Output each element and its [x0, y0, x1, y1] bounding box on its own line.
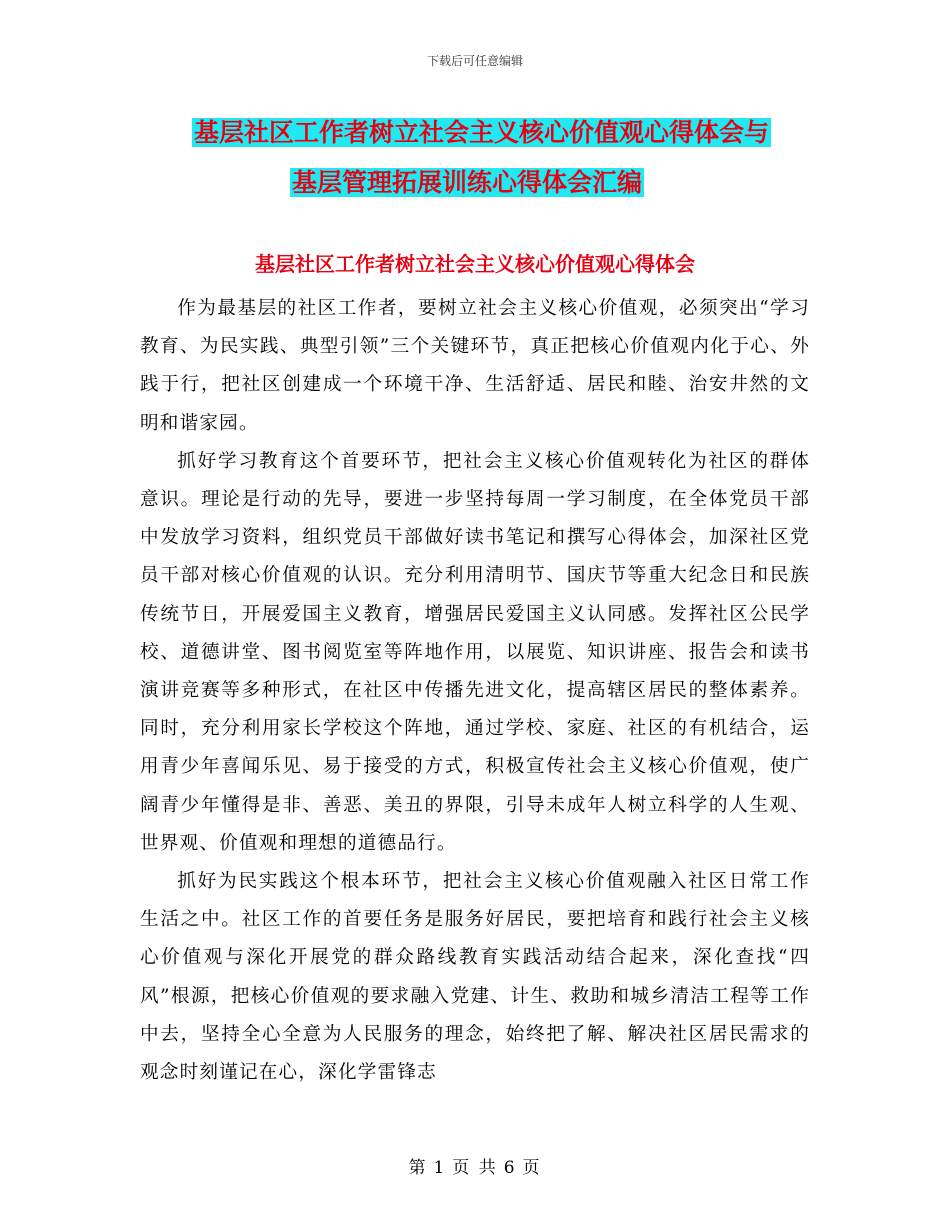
title-line-2	[140, 158, 810, 208]
page-footer	[0, 1153, 950, 1178]
paragraph-1: 作为最基层的社区工作者，要树立社会主义核心价值观，必须突出“学习教育、为民实践、典型引领”三个关键环节，真正把核心价值观内化于心、外践于行，把社区创建成一个环境干净、生活舒适、居民和睦、治安井然的文明和谐家园。	[140, 298, 810, 434]
title-line-2-text: 基层管理拓展训练心得体会汇编	[292, 168, 643, 197]
title-line-1	[140, 108, 810, 158]
page-header-note: 下载后可任意编辑	[426, 54, 523, 68]
paragraph-2: 抓好学习教育这个首要环节，把社会主义核心价值观转化为社区的群体意识。理论是行动的先导，要进一步坚持每周一学习制度，在全体党员干部中发放学习资料，组织党员干部做好读书笔记和撰写心得体会，加深社区党员干部对核心价值观的认识。充分利用清明节、国庆节等重大纪念日和民族传统节日，开展爱国主义教育，增强居民爱国主义认同感。发挥社区公民学校、道德讲堂、图书阅览室等阵地作用，以展览、知识讲座、报告会和读书演讲竞赛等多种形式，在社区中传播先进文化，提高辖区居民的整体素养。同时，充分利用家长学校这个阵地，通过学校、家庭、社区的有机结合，运用青少年喜闻乐见、易于接受的方式，积极宣传社会主义核心价值观，使广阔青少年懂得是非、善恶、美丑的界限，引导未成年人树立科学的人生观、世界观、价值观和理想的道德品行。	[140, 450, 810, 854]
footer-page-number: 1	[433, 1158, 447, 1178]
title-line-1-text: 基层社区工作者树立社会主义核心价值观心得体会与	[194, 118, 770, 147]
footer-total-pages: 6	[503, 1158, 517, 1178]
footer-prefix: 第	[408, 1158, 428, 1178]
footer-middle: 页 共	[452, 1158, 498, 1178]
footer-suffix: 页	[522, 1158, 542, 1178]
document-title	[140, 108, 810, 208]
document-body	[140, 290, 810, 1092]
section-title: 基层社区工作者树立社会主义核心价值观心得体会	[255, 252, 695, 276]
paragraph-3: 抓好为民实践这个根本环节，把社会主义核心价值观融入社区日常工作生活之中。社区工作的首要任务是服务好居民，要把培育和践行社会主义核心价值观与深化开展党的群众路线教育实践活动结合起来，深化查找“四风”根源，把核心价值观的要求融入党建、计生、救助和城乡清洁工程等工作中去，坚持全心全意为人民服务的理念，始终把了解、解决社区居民需求的观念时刻谨记在心，深化学雷锋志	[140, 871, 810, 1084]
